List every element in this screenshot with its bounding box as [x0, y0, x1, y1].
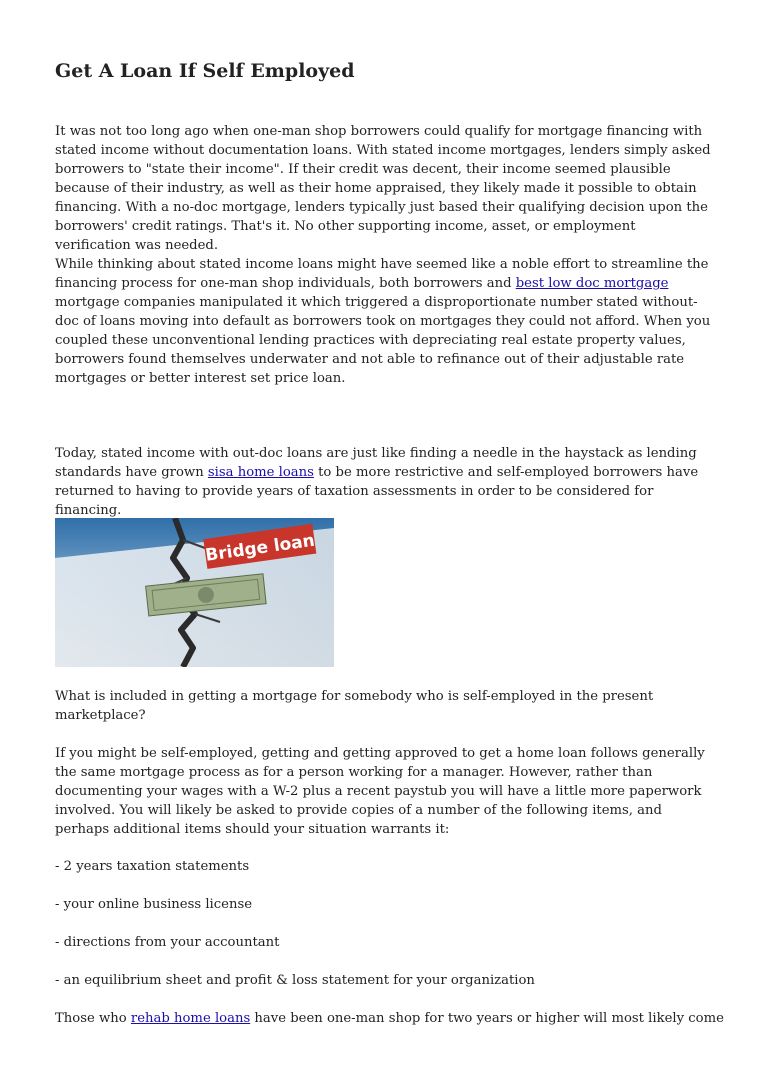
link-sisa-home-loans[interactable]: sisa home loans: [207, 465, 314, 480]
paragraph-text: Today, stated income with out-doc loans are just like finding a needle in the haystack as lending standards have grown: [55, 446, 697, 480]
paragraph-text: mortgage companies manipulated it which triggered a disproportionate number stated without-doc of loans moving into default as borrowers took on mortgages they could not afford. When you coupled these unconventional lending practices with depreciating real estate property values, borrowers found themselves underwater and not able to refinance out of their adjustable rate mortgages or better interest set price loan.: [55, 295, 711, 386]
paragraph-closing: [55, 1009, 724, 1028]
paragraph-intro: It was not too long ago when one-man shop borrowers could qualify for mortgage financing with stated income without documentation loans. With stated income mortgages, lenders simply asked borrowers to "state their income". If their credit was decent, their income seemed plausible because of their industry, as well as their home appraised, they likely made it possible to obtain financing. With a no-doc mortgage, lenders typically just based their qualifying decision upon the borrowers' credit ratings. That's it. No other supporting income, asset, or employment verification was needed.: [55, 124, 711, 253]
bridge-loan-sign-text: Bridge loan: [204, 530, 316, 566]
link-rehab-home-loans[interactable]: rehab home loans: [130, 1011, 251, 1026]
paragraph-stated-income: [55, 255, 715, 388]
paragraph-text: to be more restrictive and self-employed borrowers have returned to having to provide years of taxation assessments in order to be considered for financing.: [55, 465, 699, 518]
list-item: - 2 years taxation statements: [55, 859, 250, 874]
bridge-loan-illustration: [55, 518, 334, 667]
paragraph-text: Those who: [55, 1011, 131, 1026]
page-title: Get A Loan If Self Employed: [55, 60, 355, 82]
paragraph-text: have been one-man shop for two years or higher will most likely come: [250, 1011, 724, 1026]
paragraph-today: [55, 444, 715, 520]
list-item: - an equilibrium sheet and profit & loss statement for your organization: [55, 973, 535, 988]
paragraph-self-employed: If you might be self-employed, getting and getting approved to get a home loan follows generally the same mortgage process as for a person working for a manager. However, rather than documenting your wages with a W-2 plus a recent paystub you will have a little more paperwork involved. You will likely be asked to provide copies of a number of the following items, and perhaps additional items should your situation warrants it:: [55, 746, 705, 837]
link-best-low-doc-mortgage[interactable]: best low doc mortgage: [515, 276, 669, 291]
list-item: - your online business license: [55, 897, 253, 912]
paragraph-question: What is included in getting a mortgage for somebody who is self-employed in the present marketplace?: [55, 689, 654, 723]
paragraph-text: While thinking about stated income loans might have seemed like a noble effort to streamline the financing process for one-man shop individuals, both borrowers and: [55, 257, 709, 291]
bridge-loan-image: [55, 518, 334, 667]
list-item: - directions from your accountant: [55, 935, 280, 950]
